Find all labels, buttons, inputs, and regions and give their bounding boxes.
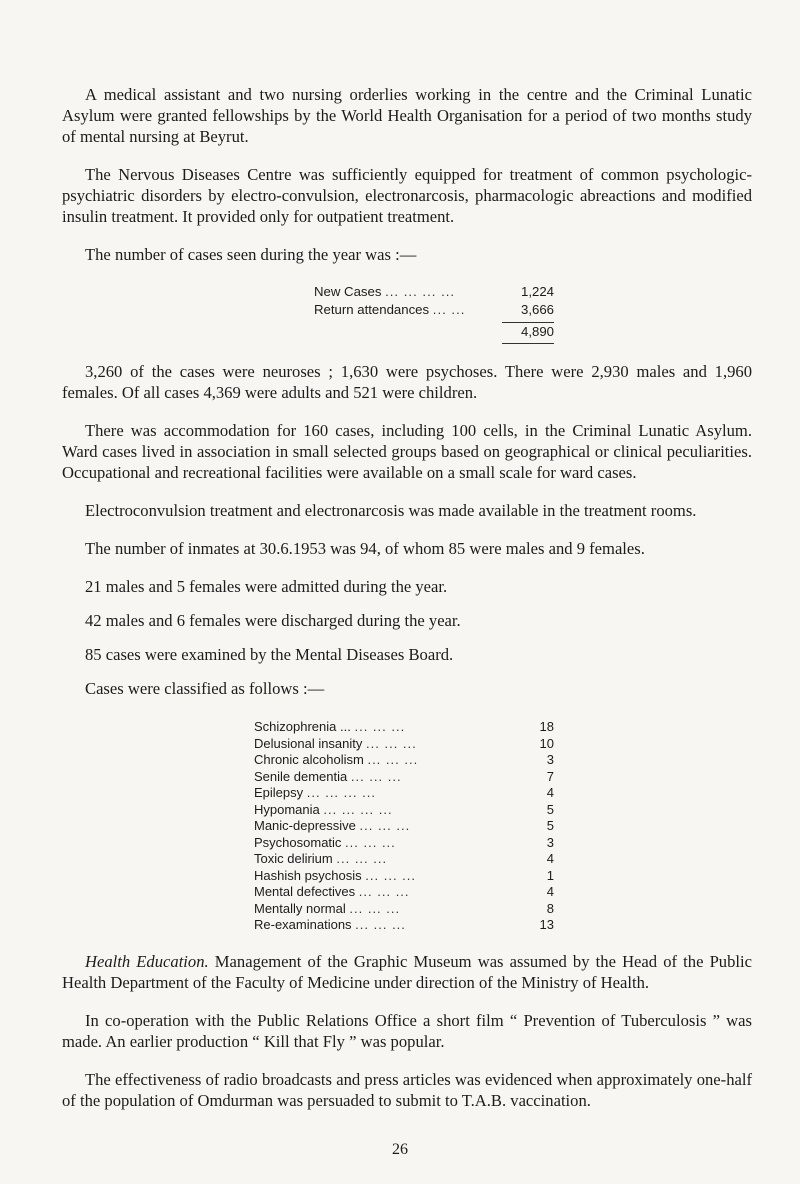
cases-seen-row bbox=[314, 301, 554, 319]
paragraph-cases-seen-intro: The number of cases seen during the year was :— bbox=[85, 245, 417, 264]
paragraph-treatment-rooms: Electroconvulsion treatment and electronarcosis was made available in the treatment rooms. bbox=[85, 501, 697, 520]
classification-count: 7 bbox=[546, 768, 554, 784]
leader-dots: ... ... ... bbox=[355, 917, 406, 932]
classification-row bbox=[254, 736, 554, 753]
classification-row bbox=[254, 785, 554, 802]
paragraph-neuroses-psychoses: 3,260 of the cases were neuroses ; 1,630 were psychoses. There were 2,930 males and 1,960 females. Of all cases 4,369 were adults and 521 were children. bbox=[62, 362, 752, 402]
leader-dots: ... ... bbox=[432, 302, 466, 317]
leader-dots: ... ... ... bbox=[349, 900, 401, 916]
leader-dots: ... ... ... bbox=[350, 768, 402, 784]
classification-label: Mental defectives bbox=[254, 884, 356, 899]
classification-count: 5 bbox=[546, 801, 554, 817]
leader-dots: ... ... ... bbox=[365, 867, 417, 883]
classification-count: 13 bbox=[539, 917, 554, 932]
classification-label: Delusional insanity bbox=[254, 735, 363, 751]
classification-table bbox=[254, 719, 554, 934]
classification-row bbox=[254, 851, 554, 868]
classification-row bbox=[254, 802, 554, 819]
leader-dots: ... ... ... bbox=[345, 834, 396, 850]
leader-dots: ... ... ... bbox=[354, 719, 406, 734]
paragraph-body: Management of the Graphic Museum was assumed by the Head of the Public Health Department of the Faculty of Medicine under direction of the Ministry of Health. bbox=[62, 951, 752, 992]
cases-seen-value: 3,666 bbox=[520, 302, 554, 317]
paragraph-admitted: 21 males and 5 females were admitted during the year. bbox=[85, 577, 448, 596]
paragraph-health-education bbox=[62, 951, 752, 993]
classification-count: 4 bbox=[546, 884, 554, 899]
classification-label: Chronic alcoholism bbox=[254, 752, 364, 767]
leader-dots: ... ... ... ... bbox=[323, 801, 393, 817]
paragraph-examined: 85 cases were examined by the Mental Diseases Board. bbox=[85, 645, 454, 664]
classification-row bbox=[254, 752, 554, 769]
cases-seen-row bbox=[314, 283, 554, 301]
classification-count: 5 bbox=[546, 818, 554, 833]
leader-dots: ... ... ... bbox=[359, 818, 411, 833]
leader-dots: ... ... ... ... bbox=[306, 785, 376, 800]
classification-row bbox=[254, 769, 554, 786]
classification-count: 10 bbox=[539, 735, 554, 751]
paragraph-broadcasts: The effectiveness of radio broadcasts and press articles was evidenced when approximately one-half of the population of Omdurman was persuaded to submit to T.A.B. vaccination. bbox=[62, 1069, 752, 1110]
classification-label: Senile dementia bbox=[254, 768, 348, 784]
paragraph-classified-intro: Cases were classified as follows :— bbox=[85, 679, 325, 698]
classification-label: Re-examinations bbox=[254, 917, 352, 932]
leader-dots: ... ... ... bbox=[366, 735, 417, 751]
classification-row bbox=[254, 917, 554, 934]
paragraph-film: In co-operation with the Public Relations Office a short film “ Prevention of Tuberculosis ” was made. An earlier production “ Kill that Fly ” was popular. bbox=[62, 1010, 752, 1051]
paragraph-fellowships: A medical assistant and two nursing orderlies working in the centre and the Criminal Lunatic Asylum were granted fellowships by the World Health Organisation for a period of two months study of mental nursing at Beyrut. bbox=[62, 85, 752, 146]
classification-count: 3 bbox=[546, 752, 554, 767]
classification-label: Psychosomatic bbox=[254, 834, 342, 850]
cases-seen-table bbox=[314, 283, 554, 344]
cases-seen-value: 1,224 bbox=[520, 284, 554, 299]
classification-label: Manic-depressive bbox=[254, 818, 356, 833]
classification-count: 4 bbox=[546, 785, 554, 800]
classification-label: Epilepsy bbox=[254, 785, 304, 800]
classification-label: Schizophrenia ... bbox=[254, 719, 351, 734]
classification-label: Mentally normal bbox=[254, 900, 346, 916]
page-number: 26 bbox=[392, 1141, 408, 1158]
classification-label: Hypomania bbox=[254, 801, 320, 817]
classification-row bbox=[254, 901, 554, 918]
section-heading: Health Education. bbox=[85, 951, 209, 971]
leader-dots: ... ... ... bbox=[358, 884, 410, 899]
cases-seen-label: New Cases bbox=[314, 284, 382, 299]
cases-seen-total: 4,890 bbox=[520, 324, 554, 339]
leader-dots: ... ... ... bbox=[367, 752, 419, 767]
classification-row bbox=[254, 818, 554, 835]
classification-row bbox=[254, 835, 554, 852]
classification-count: 4 bbox=[546, 851, 554, 866]
classification-row bbox=[254, 884, 554, 901]
paragraph-nervous-diseases-centre: The Nervous Diseases Centre was sufficiently equipped for treatment of common psychologic-psychiatric disorders by electro-convulsion, electronarcosis, pharmacologic abreactions and modified insulin treatment. It provided only for outpatient treatment. bbox=[62, 165, 752, 226]
paragraph-discharged: 42 males and 6 females were discharged during the year. bbox=[85, 611, 461, 630]
paragraph-accommodation: There was accommodation for 160 cases, including 100 cells, in the Criminal Lunatic Asylum. Ward cases lived in association in small selected groups based on geographical or clinical peculiarities. Occupational and recreational facilities were available on a small scale for ward cases. bbox=[62, 421, 752, 482]
classification-count: 1 bbox=[546, 867, 554, 883]
document-page bbox=[62, 84, 752, 1111]
classification-count: 3 bbox=[546, 834, 554, 850]
leader-dots: ... ... ... bbox=[336, 851, 388, 866]
cases-seen-label: Return attendances bbox=[314, 302, 430, 317]
classification-label: Toxic delirium bbox=[254, 851, 333, 866]
classification-count: 18 bbox=[539, 719, 554, 734]
leader-dots: ... ... ... ... bbox=[385, 284, 456, 299]
sum-rule bbox=[502, 343, 554, 344]
classification-row bbox=[254, 868, 554, 885]
classification-row bbox=[254, 719, 554, 736]
paragraph-inmates: The number of inmates at 30.6.1953 was 94, of whom 85 were males and 9 females. bbox=[85, 539, 645, 558]
classification-label: Hashish psychosis bbox=[254, 867, 362, 883]
classification-count: 8 bbox=[546, 900, 554, 916]
